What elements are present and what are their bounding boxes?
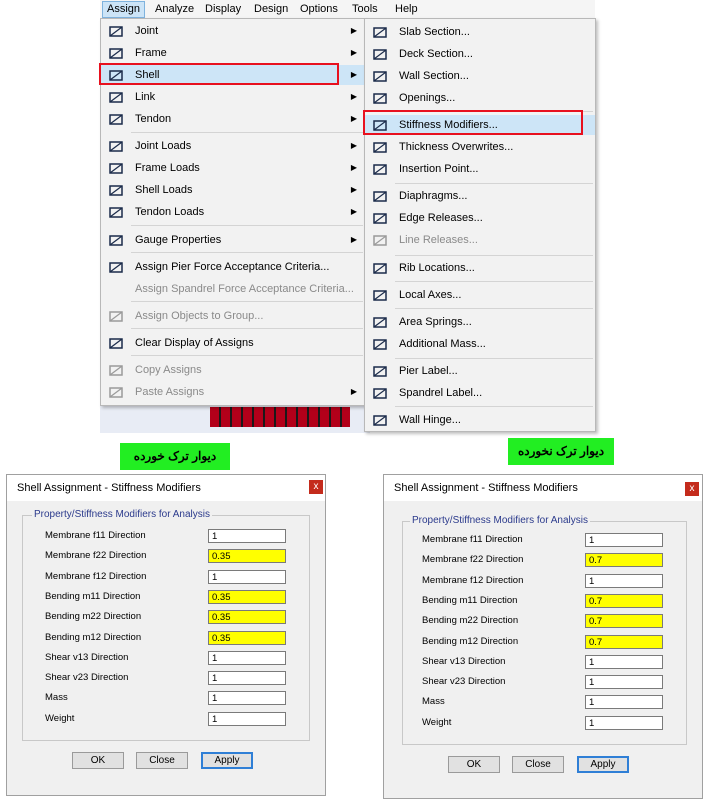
label-bending-m22-direction: Bending m22 Direction [45, 611, 142, 623]
menu-item-line-releases[interactable] [365, 230, 595, 250]
cracked-wall-label: دیوار ترک خورده [120, 443, 230, 470]
menubar-analyze[interactable]: Analyze [155, 3, 195, 15]
submenu-arrow-icon: ▶ [350, 92, 357, 101]
label-mass: Mass [45, 692, 68, 704]
field-weight[interactable]: 1 [585, 716, 663, 730]
menu-separator [131, 328, 363, 329]
menu-item-label: Thickness Overwrites... [399, 141, 514, 153]
field-bending-m11-direction[interactable]: 0.35 [208, 590, 286, 604]
menu-item-assign-objects-to-group[interactable] [101, 306, 365, 326]
menu-item-pier-label[interactable] [365, 361, 595, 381]
label-bending-m11-direction: Bending m11 Direction [45, 590, 141, 602]
field-shear-v23-direction[interactable]: 1 [208, 671, 286, 685]
submenu-arrow-icon: ▶ [350, 141, 357, 150]
shell-loads-icon [108, 182, 124, 198]
menubar-help[interactable]: Help [395, 3, 418, 15]
wall-hinge-icon [372, 412, 388, 428]
submenu-arrow-icon: ▶ [350, 48, 357, 57]
menu-item-label: Local Axes... [399, 289, 462, 301]
field-bending-m12-direction[interactable]: 0.35 [208, 631, 286, 645]
menu-item-wall-hinge[interactable] [365, 410, 595, 430]
submenu-arrow-icon: ▶ [350, 235, 357, 244]
menubar-display[interactable]: Display [205, 3, 242, 15]
label-shear-v13-direction: Shear v13 Direction [45, 651, 129, 663]
field-bending-m22-direction[interactable]: 0.35 [208, 610, 286, 624]
menu-item-label: Joint [135, 25, 159, 37]
label-membrane-f11-direction: Membrane f11 Direction [45, 530, 146, 541]
menu-separator [131, 301, 363, 302]
wall-mesh [210, 407, 350, 427]
menu-item-additional-mass[interactable] [365, 334, 595, 354]
menubar-tools[interactable]: Tools [352, 3, 378, 15]
stiffness-dialog-uncracked [383, 474, 703, 799]
label-bending-m22-direction: Bending m22 Direction [422, 615, 519, 627]
menu-item-tendon[interactable] [101, 109, 365, 129]
close-icon[interactable]: x [685, 482, 699, 496]
frame-loads-icon [108, 160, 124, 176]
menu-separator [395, 255, 593, 256]
menu-item-rib-locations[interactable] [365, 258, 595, 278]
menu-item-tendon-loads[interactable] [101, 202, 365, 222]
field-mass[interactable]: 1 [585, 695, 663, 709]
menu-item-label: Edge Releases... [399, 212, 483, 224]
frame-icon [108, 45, 124, 61]
field-weight[interactable]: 1 [208, 712, 286, 726]
clear-display-icon [108, 335, 124, 351]
submenu-arrow-icon: ▶ [350, 114, 357, 123]
menu-separator [131, 355, 363, 356]
stiffness-dialog-cracked [6, 474, 326, 796]
menu-item-label: Assign Pier Force Acceptance Criteria... [135, 261, 330, 273]
menu-item-label: Openings... [399, 92, 456, 104]
field-bending-m12-direction[interactable]: 0.7 [585, 635, 663, 649]
menu-separator [395, 281, 593, 282]
shell-highlight-box [99, 63, 339, 85]
label-bending-m12-direction: Bending m12 Direction [45, 631, 142, 643]
label-weight: Weight [45, 712, 75, 724]
field-bending-m11-direction[interactable]: 0.7 [585, 594, 663, 608]
mass-icon [372, 336, 388, 352]
menu-item-label: Deck Section... [399, 48, 473, 60]
menu-separator [131, 252, 363, 253]
menu-item-wall-section[interactable] [365, 66, 595, 86]
menu-item-label: Assign Spandrel Force Acceptance Criteria... [135, 283, 354, 295]
menu-item-thickness-overwrites[interactable] [365, 137, 595, 157]
tendon-loads-icon [108, 204, 124, 220]
menu-item-label: Clear Display of Assigns [135, 337, 254, 349]
menu-item-label: Wall Section... [399, 70, 469, 82]
label-membrane-f11-direction: Membrane f11 Direction [422, 534, 523, 545]
field-bending-m22-direction[interactable]: 0.7 [585, 614, 663, 628]
menu-item-slab-section[interactable] [365, 22, 595, 42]
menu-item-spandrel-label[interactable] [365, 383, 595, 403]
local-axes-icon [372, 287, 388, 303]
menu-item-openings[interactable] [365, 88, 595, 108]
menu-item-local-axes[interactable] [365, 285, 595, 305]
menu-item-label: Paste Assigns [135, 386, 205, 398]
menubar-assign[interactable]: Assign [102, 1, 145, 18]
menu-item-gauge-properties[interactable] [101, 230, 365, 250]
link-icon [108, 89, 124, 105]
menu-item-label: Frame Loads [135, 162, 200, 174]
submenu-arrow-icon: ▶ [350, 207, 357, 216]
thickness-icon [372, 139, 388, 155]
label-membrane-f12-direction: Membrane f12 Direction [422, 574, 524, 586]
menu-separator [131, 132, 363, 133]
menu-item-paste-assigns[interactable] [101, 382, 365, 402]
label-weight: Weight [422, 716, 452, 728]
dialog-titlebar [384, 475, 702, 501]
edge-release-icon [372, 210, 388, 226]
label-membrane-f22-direction: Membrane f22 Direction [422, 554, 524, 566]
menu-item-label: Diaphragms... [399, 190, 468, 202]
label-bending-m11-direction: Bending m11 Direction [422, 594, 518, 606]
menu-item-label: Tendon [135, 113, 172, 125]
group-label: Property/Stiffness Modifiers for Analysis [412, 515, 588, 526]
apply-button[interactable]: Apply [577, 756, 629, 773]
menu-item-joint[interactable] [101, 21, 365, 41]
menu-separator [131, 225, 363, 226]
pier-label-icon [372, 363, 388, 379]
menu-item-deck-section[interactable] [365, 44, 595, 64]
field-mass[interactable]: 1 [208, 691, 286, 705]
menu-separator [395, 308, 593, 309]
menu-item-label: Joint Loads [135, 140, 192, 152]
rib-icon [372, 260, 388, 276]
close-button[interactable]: Close [512, 756, 564, 773]
field-membrane-f12-direction[interactable]: 1 [585, 574, 663, 588]
blank-icon [108, 281, 124, 297]
slab-section-icon [372, 24, 388, 40]
deck-section-icon [372, 46, 388, 62]
menu-item-copy-assigns[interactable] [101, 360, 365, 380]
field-shear-v13-direction[interactable]: 1 [585, 655, 663, 669]
label-membrane-f12-direction: Membrane f12 Direction [45, 570, 147, 582]
menu-item-label: Additional Mass... [399, 338, 486, 350]
submenu-arrow-icon: ▶ [350, 26, 357, 35]
shell-submenu [364, 18, 596, 432]
menu-item-label: Shell Loads [135, 184, 193, 196]
menu-item-label: Wall Hinge... [399, 414, 461, 426]
joint-loads-icon [108, 138, 124, 154]
menu-item-label: Shell [135, 69, 160, 81]
dialog-title: Shell Assignment - Stiffness Modifiers [394, 482, 578, 494]
submenu-arrow-icon: ▶ [350, 387, 357, 396]
menu-item-label: Insertion Point... [399, 163, 479, 175]
tendon-icon [108, 111, 124, 127]
close-icon[interactable]: x [309, 480, 323, 494]
menu-item-label: Line Releases... [399, 234, 478, 246]
menubar [100, 0, 595, 19]
menu-item-label: Area Springs... [399, 316, 472, 328]
diaphragm-icon [372, 188, 388, 204]
label-mass: Mass [422, 696, 445, 708]
field-membrane-f11-direction[interactable]: 1 [585, 533, 663, 547]
label-shear-v23-direction: Shear v23 Direction [422, 676, 506, 688]
menu-item-label: Frame [135, 47, 167, 59]
stiffness-highlight-box [363, 110, 583, 135]
copy-icon [108, 362, 124, 378]
menu-item-label: Pier Label... [399, 365, 458, 377]
label-membrane-f22-direction: Membrane f22 Direction [45, 550, 147, 562]
menu-item-label: Slab Section... [399, 26, 470, 38]
gauge-icon [108, 232, 124, 248]
apply-button[interactable]: Apply [201, 752, 253, 769]
group-label: Property/Stiffness Modifiers for Analysis [34, 509, 210, 520]
dialog-title: Shell Assignment - Stiffness Modifiers [17, 482, 201, 494]
ok-button[interactable]: OK [448, 756, 500, 773]
submenu-arrow-icon: ▶ [350, 185, 357, 194]
menu-item-label: Rib Locations... [399, 262, 475, 274]
menu-item-frame-loads[interactable] [101, 158, 365, 178]
field-membrane-f22-direction[interactable]: 0.7 [585, 553, 663, 567]
label-shear-v23-direction: Shear v23 Direction [45, 672, 129, 684]
menu-separator [395, 183, 593, 184]
menu-item-label: Assign Objects to Group... [135, 310, 264, 322]
menu-item-label: Stiffness Modifiers... [399, 119, 498, 131]
submenu-arrow-icon: ▶ [350, 163, 357, 172]
menu-item-insertion-point[interactable] [365, 159, 595, 179]
area-springs-icon [372, 314, 388, 330]
field-shear-v23-direction[interactable]: 1 [585, 675, 663, 689]
line-release-icon [372, 232, 388, 248]
close-button[interactable]: Close [136, 752, 188, 769]
group-icon [108, 308, 124, 324]
field-membrane-f22-direction[interactable]: 0.35 [208, 549, 286, 563]
dialog-titlebar [7, 475, 325, 501]
menu-item-shell-loads[interactable] [101, 180, 365, 200]
menu-item-link[interactable] [101, 87, 365, 107]
menu-item-label: Copy Assigns [135, 364, 202, 376]
menubar-design[interactable]: Design [254, 3, 289, 15]
field-membrane-f11-direction[interactable]: 1 [208, 529, 286, 543]
menu-separator [395, 406, 593, 407]
ok-button[interactable]: OK [72, 752, 124, 769]
menu-item-joint-loads[interactable] [101, 136, 365, 156]
menu-item-clear-display-of-assigns[interactable] [101, 333, 365, 353]
menu-item-diaphragms[interactable] [365, 186, 595, 206]
menu-item-label: Tendon Loads [135, 206, 205, 218]
label-shear-v13-direction: Shear v13 Direction [422, 655, 506, 667]
menu-item-area-springs[interactable] [365, 312, 595, 332]
menu-item-frame[interactable] [101, 43, 365, 63]
field-shear-v13-direction[interactable]: 1 [208, 651, 286, 665]
openings-icon [372, 90, 388, 106]
wall-section-icon [372, 68, 388, 84]
spandrel-label-icon [372, 385, 388, 401]
field-membrane-f12-direction[interactable]: 1 [208, 570, 286, 584]
menu-separator [395, 358, 593, 359]
menu-item-assign-spandrel-force-acceptance-criteria[interactable] [101, 279, 365, 299]
menu-item-label: Gauge Properties [135, 234, 222, 246]
menu-item-edge-releases[interactable] [365, 208, 595, 228]
joint-icon [108, 23, 124, 39]
menu-item-label: Link [135, 91, 156, 103]
label-bending-m12-direction: Bending m12 Direction [422, 635, 519, 647]
paste-icon [108, 384, 124, 400]
menubar-options[interactable]: Options [300, 3, 338, 15]
insertion-point-icon [372, 161, 388, 177]
submenu-arrow-icon: ▶ [350, 70, 357, 79]
uncracked-wall-label: دیوار ترک نخورده [508, 438, 614, 465]
menu-item-assign-pier-force-acceptance-criteria[interactable] [101, 257, 365, 277]
menu-item-label: Spandrel Label... [399, 387, 483, 399]
pier-criteria-icon [108, 259, 124, 275]
